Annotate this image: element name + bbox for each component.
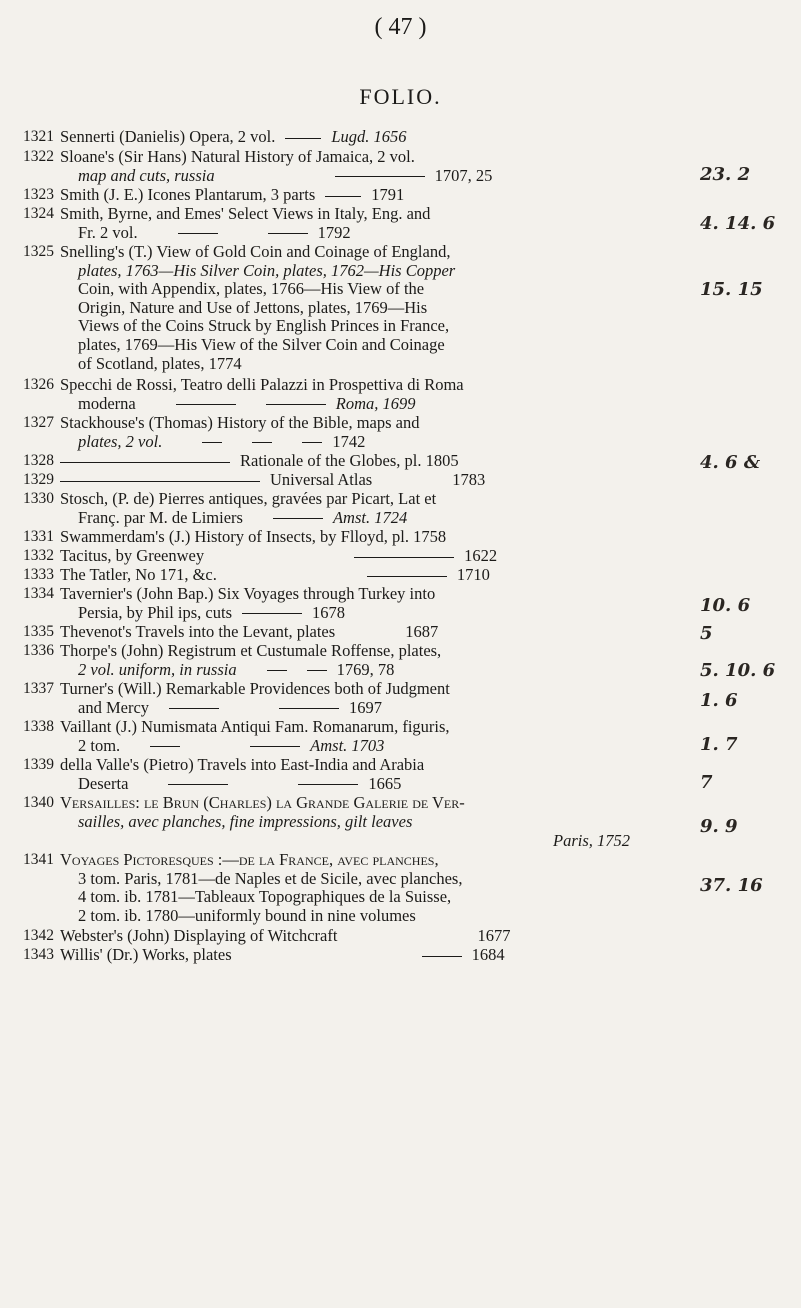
entry-imprint: Paris, 1752 [552,831,630,850]
entry-text [60,756,690,793]
entry-imprint: 1677 [477,926,511,945]
entry-line: Willis' (Dr.) Works, plates [60,945,232,964]
lot-number: 1332 [23,547,54,564]
entry-imprint: 1678 [312,602,346,622]
entry-imprint: 1707, 25 [434,165,493,185]
entry-line: The Tatler, No 171, &c. [60,565,217,584]
entry-imprint: 1742 [332,431,366,451]
entry-line: Origin, Nature and Use of Jettons, plates, 1769—His [78,297,428,317]
price-annotation: 1. 6 [700,690,738,711]
entry-line: of Scotland, plates, 1774 [78,353,242,373]
entry-line: Specchi de Rossi, Teatro delli Palazzi in Prospettiva di Roma [60,375,464,394]
entry-text [60,794,690,831]
lot-number: 1328 [23,452,54,469]
entry-imprint: 1710 [456,565,490,584]
lot-number: 1324 [23,205,54,222]
entry-line: Thevenot's Travels into the Levant, plates [60,622,336,641]
entry-imprint: 1622 [464,546,498,565]
entry-imprint: Amst. 1724 [332,507,408,527]
entry-line: Swammerdam's (J.) History of Insects, by Flloyd, pl. 1758 [60,527,447,546]
lot-number: 1329 [23,471,54,488]
entry-line: Fr. 2 vol. [78,222,138,242]
entry-line: 4 tom. ib. 1781—Tableaux Topographiques de la Suisse, [78,887,452,907]
lot-number: 1342 [23,927,54,944]
entry-text [60,680,690,717]
price-annotation: 7 [700,772,713,793]
entry-line: plates, 1763—His Silver Coin, plates, 1762—His Copper [78,260,456,280]
entry-imprint: 1697 [349,697,383,717]
entry-text [60,946,690,965]
lot-number: 1339 [23,756,54,773]
lot-number: 1322 [23,148,54,165]
price-annotation: 10. 6 [700,595,751,616]
entry-text [60,186,690,205]
entry-text [60,566,690,585]
price-annotation: 5. 10. 6 [700,660,776,681]
lot-number: 1325 [23,243,54,260]
entry-text [60,376,690,413]
lot-number: 1340 [23,794,54,811]
entry-line: Tavernier's (John Bap.) Six Voyages through Turkey into [60,584,436,603]
entry-line: and Mercy [78,697,150,717]
entry-imprint: 1684 [471,945,505,964]
entry-imprint: 1687 [405,622,439,641]
entry-line: Persia, by Phil ips, cuts [78,602,233,622]
entry-text [60,128,690,147]
entry-text [60,452,690,471]
entry-text [60,528,690,547]
lot-number: 1326 [23,376,54,393]
entry-imprint: 1792 [317,222,351,242]
entry-line: plates, 2 vol. [78,431,163,451]
entry-text [60,623,690,642]
entry-line: 2 vol. uniform, in russia [78,659,237,679]
entry-line: Sennerti (Danielis) Opera, 2 vol. [60,127,276,146]
entry-imprint: 1665 [368,773,402,793]
entry-line: Vaillant (J.) Numismata Antiqui Fam. Romanarum, figuris, [60,717,450,736]
entry-line: map and cuts, russia [78,165,215,185]
entry-line: 3 tom. Paris, 1781—de Naples et de Sicile, avec planches, [78,868,463,888]
entry-line: plates, 1769—His View of the Silver Coin and Coinage [78,334,445,354]
lot-number: 1338 [23,718,54,735]
entry-line: Rationale of the Globes, pl. 1805 [240,451,459,470]
price-annotation: 37. 16 [700,875,763,896]
entry-line: Smith (J. E.) Icones Plantarum, 3 parts [60,185,316,204]
lot-number: 1327 [23,414,54,431]
price-annotation: 5 [700,623,713,644]
price-annotation: 15. 15 [700,279,763,300]
entry-line: Turner's (Will.) Remarkable Providences both of Judgment [60,679,450,698]
entry-line: moderna [78,393,136,413]
entry-line: Views of the Coins Struck by English Princes in France, [78,316,450,336]
lot-number: 1343 [23,946,54,963]
price-annotation: 4. 6 & [700,452,761,473]
entry-line: della Valle's (Pietro) Travels into East-India and Arabia [60,755,425,774]
entry-imprint: Roma, 1699 [335,393,416,413]
entry-text [60,927,690,946]
price-annotation: 4. 14. 6 [700,213,776,234]
entry-line: sailles, avec planches, fine impressions, gilt leaves [78,811,413,831]
entry-text [60,585,690,622]
entry-line: Universal Atlas [270,470,373,489]
entry-line: Snelling's (T.) View of Gold Coin and Coinage of England, [60,242,451,261]
entry-line: Franç. par M. de Limiers [78,507,243,527]
entry-line: Deserta [78,773,129,793]
price-annotation: 1. 7 [700,734,738,755]
section-heading: FOLIO. [359,84,442,109]
lot-number: 1333 [23,566,54,583]
entry-line: Stosch, (P. de) Pierres antiques, gravées par Picart, Lat et [60,489,437,508]
lot-number: 1330 [23,490,54,507]
entry-line: 2 tom. ib. 1780—uniformly bound in nine volumes [78,905,416,925]
entry-line: Versailles: le Brun (Charles) la Grande Galerie de Ver- [60,793,465,812]
price-annotation: 9. 9 [700,816,738,837]
lot-number: 1321 [23,128,54,145]
entry-text [60,718,690,755]
entry-line: Sloane's (Sir Hans) Natural History of Jamaica, 2 vol. [60,147,415,166]
entry-text [60,547,690,566]
entry-line: Stackhouse's (Thomas) History of the Bible, maps and [60,413,420,432]
entry-imprint: 1769, 78 [336,659,395,679]
entry-line: Coin, with Appendix, plates, 1766—His View of the [78,279,425,299]
entry-line: Smith, Byrne, and Emes' Select Views in Italy, Eng. and [60,204,431,223]
entry-line: Tacitus, by Greenwey [60,546,205,565]
entry-text [60,148,690,185]
entry-text [60,414,690,451]
entry-text [60,832,690,851]
page-number: ( 47 ) [374,14,427,40]
entry-text [60,471,690,490]
lot-number: 1335 [23,623,54,640]
entry-imprint: 1791 [371,185,405,204]
entry-imprint: 1783 [452,470,486,489]
entry-imprint: Lugd. 1656 [331,127,407,146]
entry-text [60,490,690,527]
entry-text [60,205,690,242]
lot-number: 1336 [23,642,54,659]
entry-line: Webster's (John) Displaying of Witchcraft [60,926,338,945]
entry-text [60,851,690,925]
entry-line: Thorpe's (John) Registrum et Custumale Roffense, plates, [60,641,442,660]
entry-imprint: Amst. 1703 [310,735,385,755]
entry-text [60,243,690,373]
lot-number: 1331 [23,528,54,545]
entry-line: 2 tom. [78,735,121,755]
lot-number: 1323 [23,186,54,203]
entry-line: Voyages Pictoresques :—de la France, avec planches, [60,850,439,869]
lot-number: 1341 [23,851,54,868]
price-annotation: 23. 2 [700,164,751,185]
lot-number: 1334 [23,585,54,602]
lot-number: 1337 [23,680,54,697]
entry-text [60,642,690,679]
